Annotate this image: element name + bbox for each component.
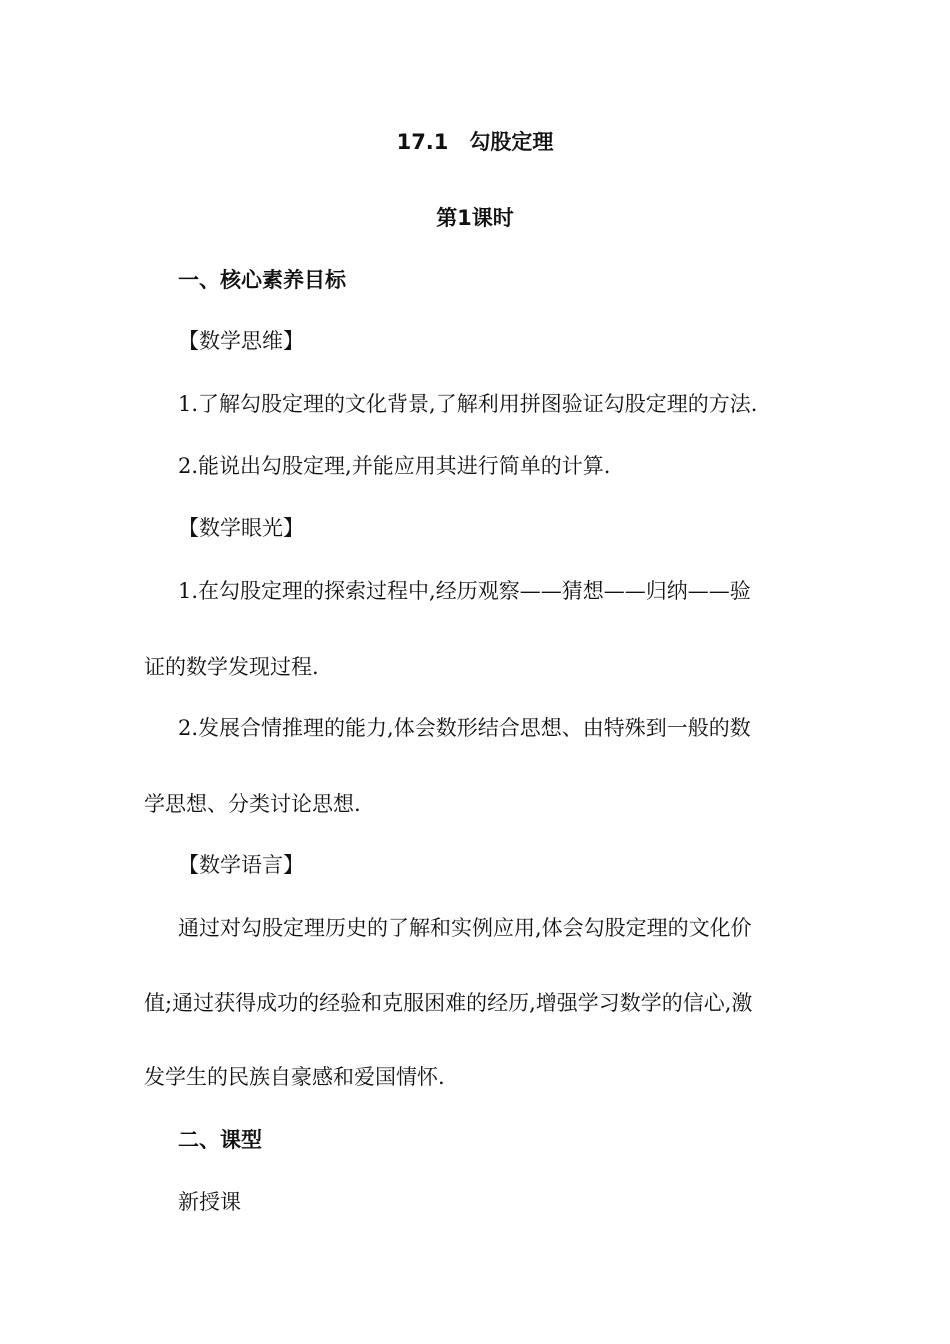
thinking-item-2: 2.能说出勾股定理,并能应用其进行简单的计算. (178, 454, 611, 478)
lesson-subtitle: 第1课时 (436, 206, 514, 230)
label-math-thinking: 【数学思维】 (178, 329, 304, 353)
label-math-vision: 【数学眼光】 (178, 516, 304, 540)
language-para-line-2: 值;通过获得成功的经验和克服困难的经历,增强学习数学的信心,激 (144, 991, 753, 1015)
vision-item-1-line-2: 证的数学发现过程. (144, 655, 319, 679)
language-para-line-1: 通过对勾股定理历史的了解和实例应用,体会勾股定理的文化价 (178, 916, 752, 940)
vision-item-2-line-2: 学思想、分类讨论思想. (144, 792, 361, 816)
document-title: 17.1 勾股定理 (396, 130, 554, 154)
section-heading-core-goals: 一、核心素养目标 (178, 268, 346, 292)
vision-item-2-line-1: 2.发展合情推理的能力,体会数形结合思想、由特殊到一般的数 (178, 716, 751, 740)
section-heading-lesson-type: 二、课型 (178, 1128, 262, 1152)
lesson-type-value: 新授课 (178, 1190, 241, 1214)
vision-item-1-line-1: 1.在勾股定理的探索过程中,经历观察——猜想——归纳——验 (178, 579, 751, 603)
label-math-language: 【数学语言】 (178, 853, 304, 877)
thinking-item-1: 1.了解勾股定理的文化背景,了解利用拼图验证勾股定理的方法. (178, 392, 758, 416)
language-para-line-3: 发学生的民族自豪感和爱国情怀. (144, 1065, 445, 1089)
